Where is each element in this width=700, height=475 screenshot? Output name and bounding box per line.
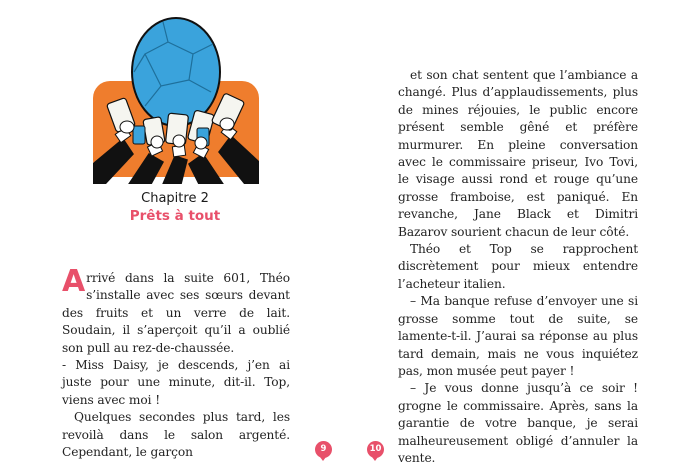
left-body-text xyxy=(62,264,290,461)
paragraph: Quelques secondes plus tard, les revoilà dans le salon argenté. Cependant, le garçon xyxy=(62,410,290,460)
right-page xyxy=(350,0,700,475)
chapter-label: Chapitre 2 xyxy=(141,191,209,206)
paragraph: Théo et Top se rapprochent discrètement pour mieux entendre l’acheteur italien. xyxy=(398,242,638,291)
paragraph xyxy=(62,264,290,357)
page-number-right: 10 xyxy=(367,441,384,458)
dropcap: A xyxy=(62,264,86,299)
page-number-left: 9 xyxy=(315,441,332,458)
right-body-text xyxy=(398,67,638,467)
paragraph: et son chat sentent que l’ambiance a changé. Plus d’applaudissements, plus de mines réjouies, le public encore présent semble gêné et préfère murmurer. En pleine conversation avec le commissaire priseur, Ivo Tovi, le visage aussi rond et rouge qu’une grosse framboise, est paniqué. En revanche, Jane Black et Dimitri Bazarov sourient chacun de leur côté. xyxy=(398,68,638,239)
paragraph: – Je vous donne jusqu’à ce soir ! grogne le commissaire. Après, sans la garantie de votre banque, je serai malheureusement obligé d’annuler la vente. xyxy=(398,381,638,465)
egg-auction-illustration xyxy=(93,14,259,184)
paragraph-text: rrivé dans la suite 601, Théo s’installe avec ses sœurs devant des fruits et un verre de lait. Soudain, il s’aperçoit qu’il a oublié son pull au rez-de-chaussée. xyxy=(62,271,290,355)
paragraph: - Miss Daisy, je descends, j’en ai juste pour une minute, dit-il. Top, viens avec moi ! xyxy=(62,358,290,407)
egg-shape xyxy=(132,18,220,126)
paragraph: – Ma banque refuse d’envoyer une si grosse somme tout de suite, se lamente-t-il. J’aurai sa réponse au plus tard demain, mais ne vous inquiétez pas, mon musée peut payer ! xyxy=(398,294,638,378)
chapter-title: Prêts à tout xyxy=(129,208,221,224)
